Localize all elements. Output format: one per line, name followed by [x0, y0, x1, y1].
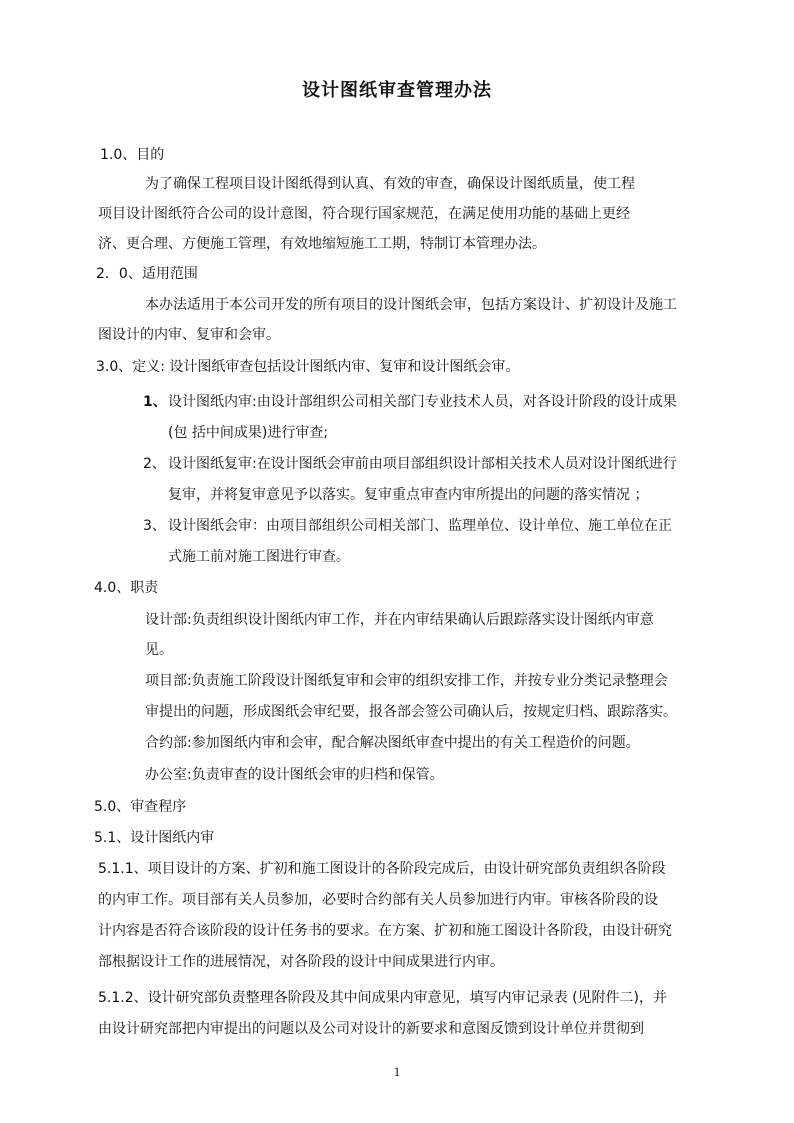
section-1-line-1: 为了确保工程项目设计图纸得到认真、有效的审查，确保设计图纸质量，使工程	[145, 176, 635, 192]
duty-contract-dept: 合约部:参加图纸内审和会审，配合解决图纸审查中提出的有关工程造价的问题。	[145, 735, 640, 751]
definition-item-2-line-2: 复审，并将复审意见予以落实。复审重点审查内审所提出的问题的落实情况 ；	[168, 487, 649, 503]
definition-item-3-line-1: 设计图纸会审：由项目部组织公司相关部门、监理单位、设计单位、施工单位在正	[168, 518, 672, 534]
duty-design-dept-line-1: 设计部:负责组织设计图纸内审工作，并在内审结果确认后跟踪落实设计图纸内审意	[145, 612, 654, 628]
section-4-heading: 4.0、职责	[94, 580, 159, 596]
clause-5-1-1-line-2: 的内审工作。项目部有关人员参加，必要时合约部有关人员参加进行内审。审核各阶段的设	[98, 892, 658, 908]
section-5-heading: 5.0、审查程序	[94, 799, 187, 815]
definition-item-3-number: 3、	[143, 518, 166, 534]
definition-item-1-line-2: (包 括中间成果)进行审查;	[168, 425, 329, 441]
clause-5-1-1-line-1: 5.1.1、项目设计的方案、扩初和施工图设计的各阶段完成后，由设计研究部负责组织各阶段	[98, 861, 666, 877]
duty-office: 办公室:负责审查的设计图纸会审的归档和保管。	[145, 767, 444, 783]
document-title: 设计图纸审查管理办法	[302, 80, 492, 101]
clause-5-1-2-line-2: 由设计研究部把内审提出的问题以及公司对设计的新要求和意图反馈到设计单位并贯彻到	[98, 1021, 644, 1037]
clause-5-1-1-line-3: 计内容是否符合该阶段的设计任务书的要求。在方案、扩初和施工图设计各阶段，由设计研究	[98, 923, 672, 939]
definition-item-3-line-2: 式施工前对施工图进行审查。	[168, 549, 350, 565]
section-1-line-2: 项目设计图纸符合公司的设计意图，符合现行国家规范，在满足使用功能的基础上更经	[98, 206, 630, 222]
section-1-heading: 1.0、目的	[100, 147, 165, 163]
duty-project-dept-line-2: 审提出的问题，形成图纸会审纪要，报各部会签公司确认后，按规定归档、跟踪落实。	[145, 704, 677, 720]
clause-5-1-1-line-4: 部根据设计工作的进展情况，对各阶段的设计中间成果进行内审。	[98, 954, 504, 970]
clause-5-1-2-line-1: 5.1.2、设计研究部负责整理各阶段及其中间成果内审意见，填写内审记录表 (见附件二)，并	[98, 990, 667, 1006]
section-5-1-heading: 5.1、设计图纸内审	[94, 830, 215, 846]
definition-item-2-number: 2、	[143, 456, 166, 472]
duty-project-dept-line-1: 项目部:负责施工阶段设计图纸复审和会审的组织安排工作，并按专业分类记录整理会	[145, 673, 668, 689]
section-2-heading: 2．0、适用范围	[96, 266, 198, 282]
section-2-line-1: 本办法适用于本公司开发的所有项目的设计图纸会审，包括方案设计、扩初设计及施工	[145, 297, 677, 313]
duty-design-dept-line-2: 见。	[145, 642, 173, 658]
section-3-heading: 3.0、定义: 设计图纸审查包括设计图纸内审、复审和设计图纸会审。	[96, 359, 520, 375]
definition-item-2-line-1: 设计图纸复审:在设计图纸会审前由项目部组织设计部相关技术人员对设计图纸进行	[168, 456, 677, 472]
page-number: 1	[393, 1064, 401, 1079]
section-2-line-2: 图设计的内审、复审和会审。	[98, 327, 280, 343]
definition-item-1-line-1: 设计图纸内审:由设计部组织公司相关部门专业技术人员，对各设计阶段的设计成果	[168, 394, 677, 410]
section-1-line-3: 济、更合理、方便施工管理，有效地缩短施工工期，特制订本管理办法。	[98, 236, 546, 252]
definition-item-1-number: 1、	[143, 394, 167, 410]
